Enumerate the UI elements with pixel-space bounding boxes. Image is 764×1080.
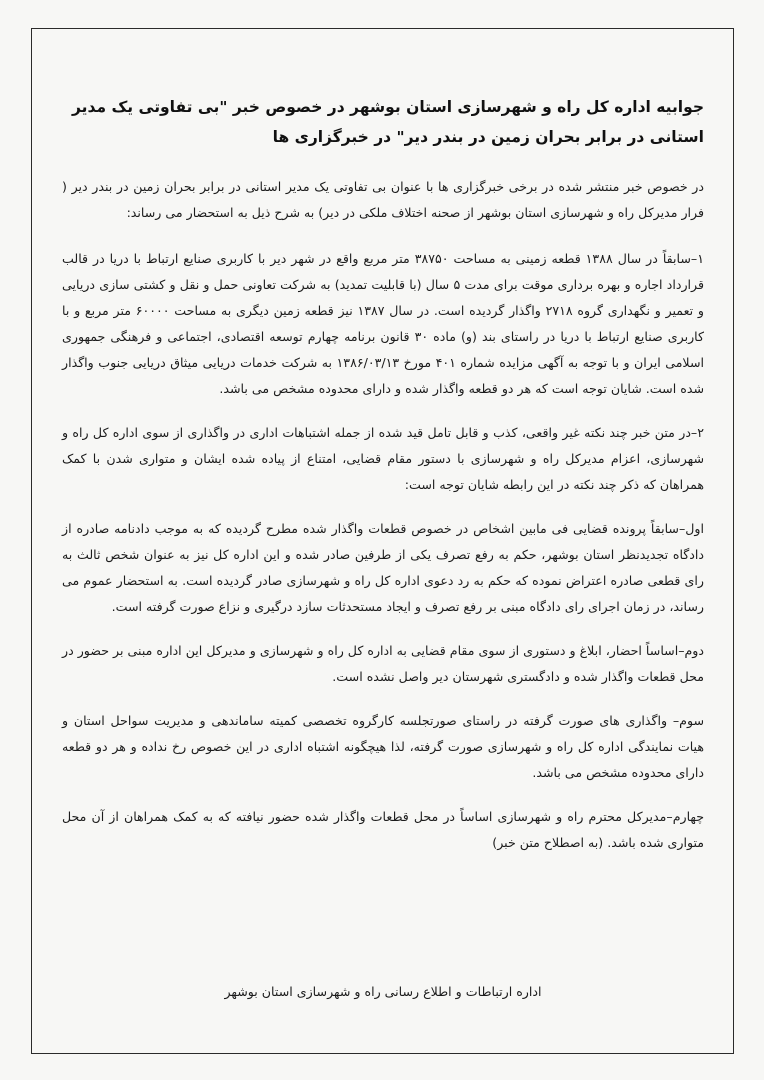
paragraph-2: ۲–در متن خبر چند نکته غیر واقعی، کذب و قابل تامل قید شده از جمله اشتباهات اداری در واگذاری از سوی اداره کل راه و شهرسازی، اعزام مدیرکل راه و شهرسازی با دستور مقام قضایی، امتناع از پیاده شده ایشان و متواری شدن با کمک همراهان که ذکر چند نکته در این رابطه شایان توجه است:	[62, 425, 704, 492]
document-body	[62, 92, 704, 874]
document-title: جوابیه اداره کل راه و شهرسازی استان بوشهر در خصوص خبر "بی تفاوتی یک مدیر استانی در برابر بحران زمین در بندر دیر" در خبرگزاری ها	[72, 98, 704, 146]
paragraph-1: ۱–سابقاً در سال ۱۳۸۸ قطعه زمینی به مساحت ۳۸۷۵۰ متر مربع واقع در شهر دیر با کاربری صنایع ارتباط با دریا در قالب قرارداد اجاره و بهره برداری موقت برای مدت ۵ سال (با قابلیت تمدید) به شرکت تعاونی حمل و نقل و کشتی سازی دریایی و تعمیر و نگهداری گروه ۲۷۱۸ واگذار گردیده است. در سال ۱۳۸۷ نیز قطعه زمین دیگری به مساحت ۶۰۰۰۰ متر مربع و با کاربری صنایع ارتباط با دریا در راستای بند (و) ماده ۳۰ قانون برنامه چهارم توسعه اقتصادی، اجتماعی و فرهنگی جمهوری اسلامی ایران و با توجه به آگهی مزایده شماره ۴۰۱ مورخ ۱۳۸۶/۰۳/۱۳ به شرکت خدمات دریایی میثاق دریایی جنوب واگذار شده است. شایان توجه است که هر دو قطعه واگذار شده و دارای محدوده مشخص می باشد.	[62, 251, 705, 396]
paragraph-fourth-point: چهارم–مدیرکل محترم راه و شهرسازی اساساً در محل قطعات واگذار شده حضور نیافته که به کمک همراهان از آن محل متواری شده باشد. (به اصطلاح متن خبر)	[62, 809, 704, 850]
paragraph-third-point: سوم– واگذاری های صورت گرفته در راستای صورتجلسه کارگروه تخصصی کمیته ساماندهی و مدیریت سواحل استان و هیات نمایندگی اداره کل راه و شهرسازی صورت گرفته، لذا هیچگونه اشتباه اداری در این خصوص رخ نداده و هر دو قطعه دارای محدوده مشخص می باشد.	[62, 713, 704, 780]
intro-paragraph: در خصوص خبر منتشر شده در برخی خبرگزاری ها با عنوان بی تفاوتی یک مدیر استانی در برابر بحران زمین در بندر دیر ( فرار مدیرکل راه و شهرسازی استان بوشهر از صحنه اختلاف ملکی در دیر) به شرح ذیل به استحضار می رساند:	[62, 179, 704, 220]
paragraph-second-point: دوم–اساساً احضار، ابلاغ و دستوری از سوی مقام قضایی به اداره کل راه و شهرسازی و مدیرکل این اداره مبنی بر حضور در محل قطعات واگذار شده و دادگستری شهرستان دیر واصل نشده است.	[62, 643, 704, 684]
document-signature: اداره ارتباطات و اطلاع رسانی راه و شهرسازی استان بوشهر	[224, 984, 542, 999]
paragraph-first-point: اول–سابقاً پرونده قضایی فی مابین اشخاص در خصوص قطعات واگذار شده مطرح گردیده که به موجب دادنامه صادره از دادگاه تجدیدنظر استان بوشهر، حکم به رفع تصرف یکی از طرفین صادر شده و این اداره کل نیز به عنوان شخص ثالث به رای قطعی صادره اعتراض نموده که حکم به رد دعوی اداره کل راه و شهرسازی صادر گردیده است. به استحضار عموم می رساند، در زمان اجرای رای دادگاه مبنی بر رفع تصرف و ایجاد مستحدثات سازد درگیری و نزاع صورت گرفته است.	[62, 521, 704, 614]
